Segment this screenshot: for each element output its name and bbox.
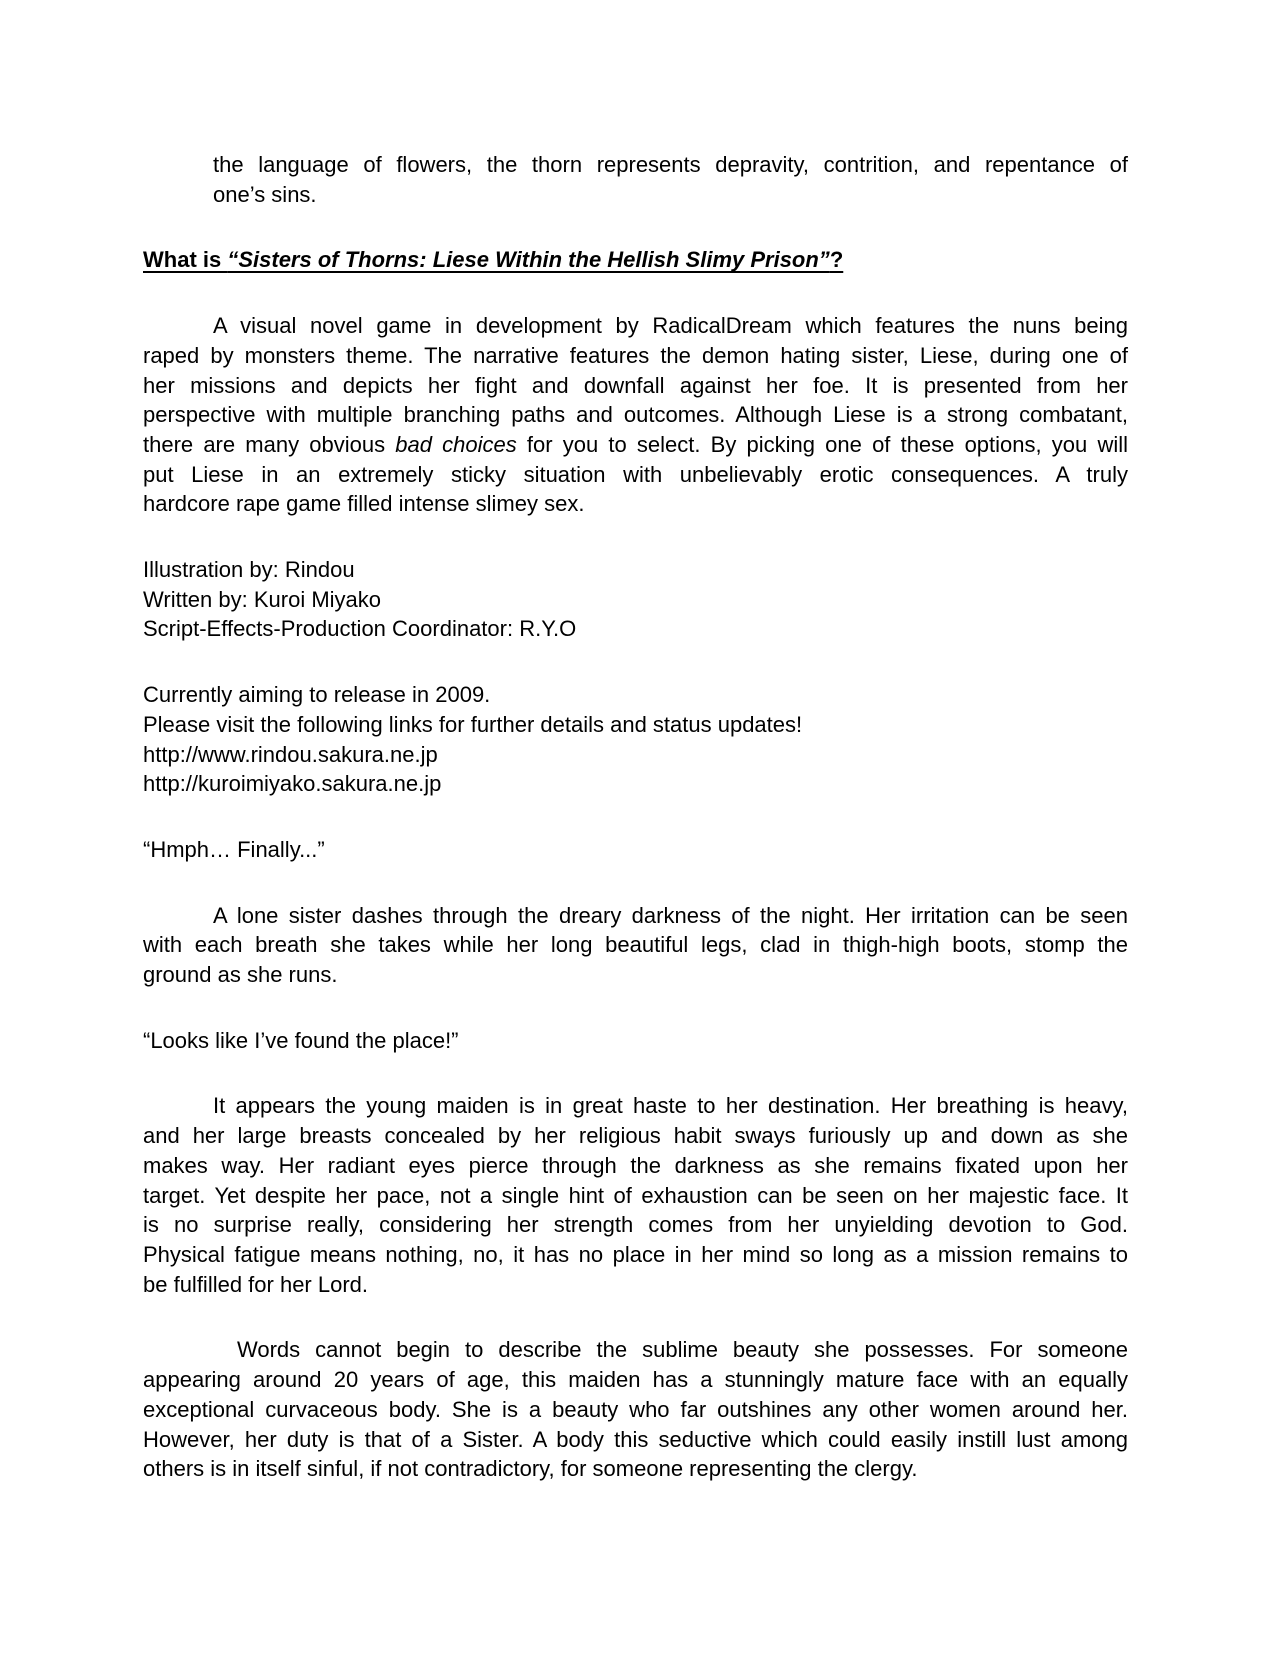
doc-line: “Looks like I’ve found the place!”: [143, 1027, 459, 1053]
doc-line: be fulfilled for her Lord.: [143, 1271, 369, 1297]
doc-line: appearing around 20 years of age, this maiden has a stunningly mature face with an equally: [143, 1367, 1128, 1393]
doc-line: her missions and depicts her fight and downfall against her foe. It is presented from her: [143, 372, 1128, 398]
text-segment: for you to select. By picking one of these options, you will: [516, 431, 1128, 457]
text-segment: What is: [143, 247, 228, 273]
release-info-block: [143, 680, 1128, 799]
section-heading: [143, 245, 1128, 275]
italic-text-segment: bad choices: [395, 431, 517, 457]
paragraph-continuation: [213, 150, 1128, 209]
doc-line: others is in itself sinful, if not contradictory, for someone representing the clergy.: [143, 1456, 918, 1482]
text-segment: there are many obvious: [143, 431, 396, 457]
doc-line: However, her duty is that of a Sister. A body this seductive which could easily instill lust among: [143, 1426, 1128, 1452]
doc-line: raped by monsters theme. The narrative features the demon hating sister, Liese, during one of: [143, 342, 1128, 368]
text-segment: ?: [829, 247, 844, 273]
dialogue-line-1: [143, 835, 1128, 865]
doc-line: target. Yet despite her pace, not a single hint of exhaustion can be seen on her majestic face. It: [143, 1182, 1128, 1208]
narration-paragraph-2: [143, 1091, 1128, 1299]
credits-block: [143, 555, 1128, 644]
doc-line: [143, 245, 843, 275]
about-paragraph: [143, 311, 1128, 519]
doc-line: exceptional curvaceous body. She is a beauty who far outshines any other women around her.: [143, 1396, 1128, 1422]
document-content: [143, 150, 1128, 1484]
doc-line: the language of flowers, the thorn represents depravity, contrition, and repentance of: [213, 152, 1128, 177]
doc-line: Currently aiming to release in 2009.: [143, 682, 491, 708]
narration-paragraph-3: [143, 1335, 1128, 1484]
doc-line: Physical fatigue means nothing, no, it has no place in her mind so long as a mission remains to: [143, 1241, 1128, 1267]
italic-text-segment: “Sisters of Thorns: Liese Within the Hellish Slimy Prison”: [227, 247, 830, 273]
doc-line: with each breath she takes while her long beautiful legs, clad in thigh-high boots, stomp the: [143, 932, 1128, 958]
doc-line: [143, 430, 1128, 460]
doc-line: one’s sins.: [213, 181, 317, 207]
doc-line: Illustration by: Rindou: [143, 557, 355, 583]
doc-line: is no surprise really, considering her strength comes from her unyielding devotion to God.: [143, 1212, 1128, 1238]
doc-line: http://kuroimiyako.sakura.ne.jp: [143, 771, 442, 797]
doc-line: A lone sister dashes through the dreary darkness of the night. Her irritation can be seen: [213, 902, 1128, 928]
doc-line: It appears the young maiden is in great haste to her destination. Her breathing is heavy,: [213, 1093, 1128, 1119]
doc-line: ground as she runs.: [143, 962, 338, 988]
doc-line: A visual novel game in development by RadicalDream which features the nuns being: [213, 313, 1128, 339]
doc-line: “Hmph… Finally...”: [143, 836, 325, 862]
doc-line: Please visit the following links for further details and status updates!: [143, 711, 803, 737]
doc-line: hardcore rape game filled intense slimey sex.: [143, 491, 585, 517]
doc-line: Words cannot begin to describe the sublime beauty she possesses. For someone: [237, 1337, 1128, 1363]
doc-line: put Liese in an extremely sticky situation with unbelievably erotic consequences. A truly: [143, 461, 1128, 487]
doc-line: and her large breasts concealed by her religious habit sways furiously up and down as she: [143, 1123, 1128, 1149]
dialogue-line-2: [143, 1026, 1128, 1056]
doc-line: http://www.rindou.sakura.ne.jp: [143, 741, 438, 767]
doc-line: makes way. Her radiant eyes pierce through the darkness as she remains fixated upon her: [143, 1152, 1128, 1178]
doc-line: Script-Effects-Production Coordinator: R.Y.O: [143, 616, 577, 642]
doc-line: perspective with multiple branching paths and outcomes. Although Liese is a strong combatant,: [143, 402, 1128, 428]
doc-line: Written by: Kuroi Miyako: [143, 586, 382, 612]
narration-paragraph-1: [143, 901, 1128, 990]
